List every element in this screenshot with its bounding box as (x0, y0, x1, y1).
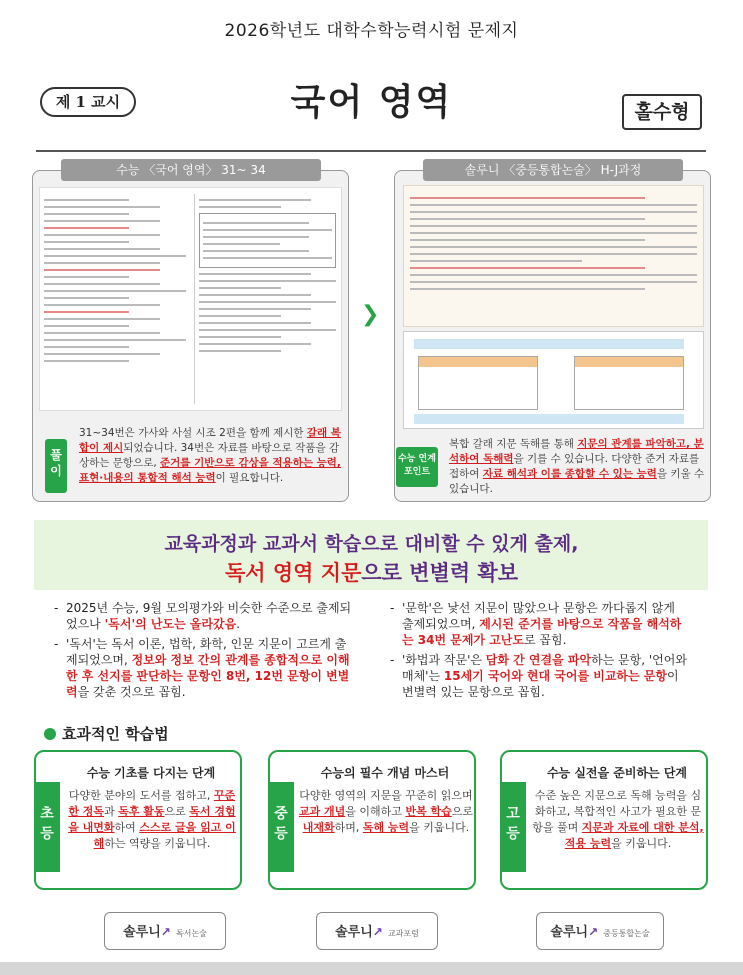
textbook-page-thumbnail (403, 185, 704, 327)
header-divider (36, 150, 706, 152)
exam-title: 2026학년도 대학수학능력시험 문제지 (224, 21, 519, 41)
analysis-item: - '화법과 작문'은 담화 간 연결을 파악하는 문항, '언어와 매체'는 15세기 국어와 현대 국어를 비교하는 문항이 변별력 있는 문항으로 꼽힘. (390, 652, 690, 700)
card-body: 수준 높은 지문으로 독해 능력을 심화하고, 복합적인 사고가 필요한 문항을 풀며 지문과 자료에 대한 분석, 적용 능력을 키웁니다. (532, 789, 704, 850)
subject-title: 국어 영역 (290, 82, 453, 123)
solluni-mark-icon: ↗ (372, 925, 383, 939)
solution-badge: 풀이 (45, 439, 67, 493)
analysis-item: - '독서'는 독서 이론, 법학, 화학, 인문 지문이 고르게 출제되었으며, 정보와 정보 간의 관계를 종합적으로 이해한 후 선지를 판단하는 문항인 8번, 12번 문항이 변별력을 갖춘 것으로 꼽힘. (54, 636, 354, 700)
solution-note: 31~34번은 가사와 사설 시조 2편을 함께 제시한 갈래 복합이 제시되었습니다. 34번은 자료를 바탕으로 작품을 감상하는 문항으로, 준거를 기반으로 감상을 적용하는 능력, 표현·내용의 통합적 해석 능력이 필요합니다. (79, 427, 341, 484)
logo-middle-integrated-essay[interactable]: 솔루니↗ 중등통합논술 (536, 912, 664, 950)
card-title: 수능 실전을 준비하는 단계 (546, 766, 688, 780)
solluni-mark-icon: ↗ (160, 925, 171, 939)
analysis-item: - 2025년 수능, 9월 모의평가와 비슷한 수준으로 출제되었으나 '독서'의 난도는 올라갔음. (54, 600, 354, 632)
analysis-list-right (390, 600, 690, 704)
chevron-right-icon: ❯ (361, 302, 380, 327)
exam-page-column-left (44, 194, 186, 404)
card-title: 수능의 필수 개념 마스터 (320, 766, 450, 780)
card-body: 다양한 영역의 지문을 꾸준히 읽으며 교과 개념을 이해하고 반복 학습으로 내재화하며, 독해 능력을 키웁니다. (298, 789, 474, 834)
analysis-item: - '문학'은 낯선 지문이 많았으나 문항은 까다롭지 않게 출제되었으며, 제시된 준거를 바탕으로 작품을 해석하는 34번 문제가 고난도로 꼽힘. (390, 600, 690, 648)
headline-line-2: 독서 영역 지문으로 변별력 확보 (225, 561, 518, 585)
analysis-list-left (54, 600, 354, 704)
card-level-label: 초등 (34, 782, 60, 872)
textbook-excerpt-tab: 솔루니 〈중등통합논술〉 H-J과정 (423, 159, 683, 181)
link-point-badge: 수능 연계 포인트 (396, 447, 438, 487)
card-body: 다양한 분야의 도서를 접하고, 꾸준한 정독과 독후 활동으로 독서 경험을 내면화하여 스스로 글을 읽고 이해하는 역량을 키웁니다. (68, 789, 236, 850)
learning-card-high (500, 750, 708, 890)
session-label: 제 1 교시 (40, 87, 136, 117)
logo-reading-essay[interactable]: 솔루니↗ 독서논술 (104, 912, 226, 950)
exam-page-column-right (194, 194, 336, 404)
bullet-dot-icon (44, 728, 56, 740)
textbook-excerpt-panel (394, 163, 711, 502)
learning-card-elementary (34, 750, 242, 890)
card-level-label: 중등 (268, 782, 294, 872)
card-level-label: 고등 (500, 782, 526, 872)
footer-bar (0, 962, 743, 975)
link-point-note: 복합 갈래 지문 독해를 통해 지문의 관계를 파악하고, 분석하여 독해력을 기를 수 있습니다. 다양한 준거 자료를 접하여 자료 해석과 이를 종합할 수 있는 능력을 키울 수 있습니다. (449, 438, 705, 495)
type-label: 홀수형 (622, 94, 702, 130)
exam-page-thumbnail (39, 187, 342, 411)
exam-excerpt-tab: 수능 〈국어 영역〉 31~ 34 (61, 159, 321, 181)
headline-line-1: 교육과정과 교과서 학습으로 대비할 수 있게 출제, (164, 533, 579, 555)
exam-excerpt-panel (32, 163, 349, 502)
solluni-mark-icon: ↗ (588, 925, 599, 939)
card-title: 수능 기초를 다지는 단계 (86, 766, 216, 780)
learning-card-middle (268, 750, 476, 890)
logo-curriculum-forum[interactable]: 솔루니↗ 교과포럼 (316, 912, 438, 950)
learning-section-title: 효과적인 학습법 (44, 723, 169, 744)
textbook-question-thumbnail (403, 331, 704, 429)
